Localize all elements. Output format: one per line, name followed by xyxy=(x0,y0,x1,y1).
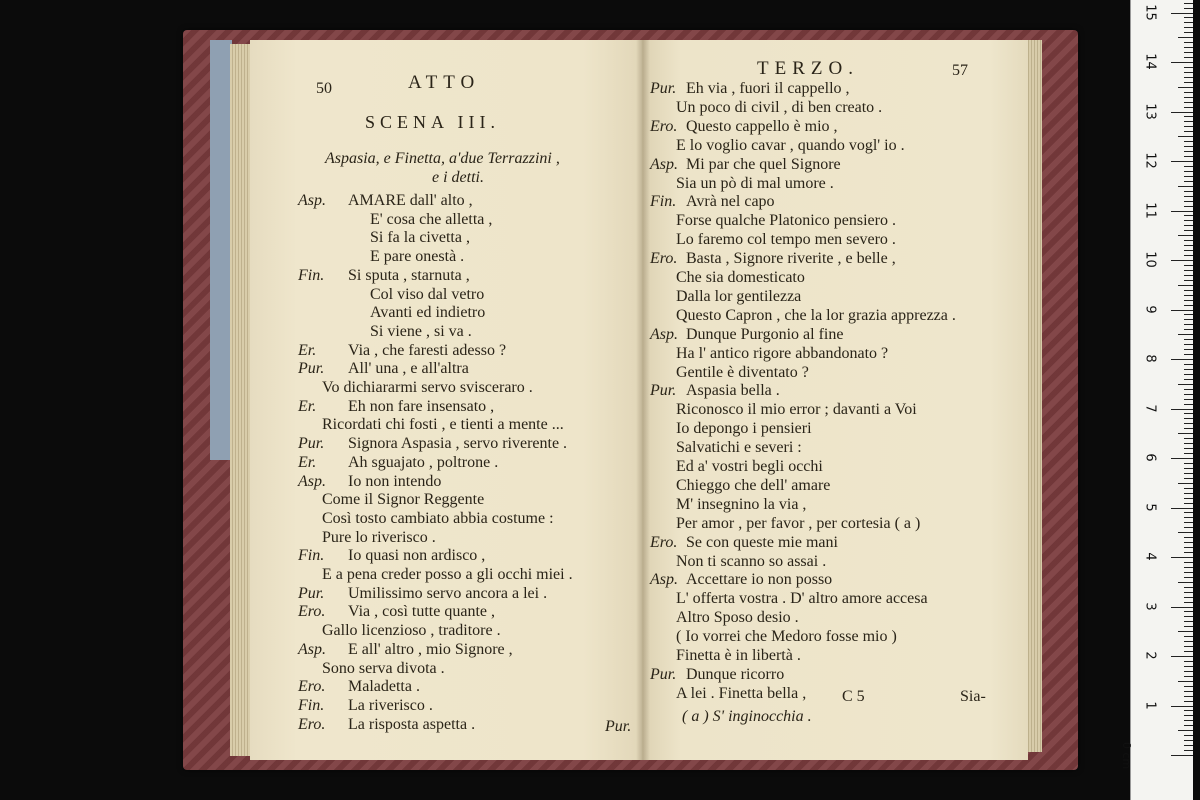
verse-line: L' offerta vostra . D' altro amore accesa xyxy=(676,590,928,608)
right-running-header: TERZO. xyxy=(757,58,859,79)
verse-line: E all' altro , mio Signore , xyxy=(348,640,513,658)
ruler-tick xyxy=(1171,112,1193,113)
verse-line: Signora Aspasia , servo riverente . xyxy=(348,435,568,453)
verse-line: Vo dichiararmi servo svisceraro . xyxy=(322,379,533,396)
verse-line: Questo cappello è mio , xyxy=(686,117,838,135)
ruler-tick xyxy=(1184,131,1193,132)
ruler-tick xyxy=(1184,686,1193,687)
speaker-label: Asp. xyxy=(650,325,678,343)
ruler-tick xyxy=(1184,413,1193,414)
speaker-label: Asp. xyxy=(298,192,326,209)
verse-line: Eh non fare insensato , xyxy=(348,397,495,415)
ruler-tick xyxy=(1184,611,1193,612)
ruler-label: 11 xyxy=(1142,201,1158,219)
verse-line: ( Io vorrei che Medoro fosse mio ) xyxy=(676,628,897,646)
ruler-tick xyxy=(1178,631,1193,632)
ruler-label: 3 xyxy=(1142,601,1158,611)
verse-line: Dunque ricorro xyxy=(686,665,785,683)
ruler-tick xyxy=(1184,428,1193,429)
verse-line: Basta , Signore riverite , e belle , xyxy=(686,250,896,268)
ruler-tick xyxy=(1184,661,1193,662)
ruler-tick xyxy=(1171,409,1193,410)
ruler-tick xyxy=(1184,52,1193,53)
ruler-tick xyxy=(1184,220,1193,221)
verse-line: Questo Capron , che la lor grazia apprezza . xyxy=(676,306,956,324)
footnote: ( a ) S' inginocchia . xyxy=(682,708,812,725)
verse-line: Via , che faresti adesso ? xyxy=(348,341,507,359)
speaker-label: Asp. xyxy=(298,472,326,490)
ruler-tick xyxy=(1184,473,1193,474)
ruler-tick xyxy=(1184,206,1193,207)
ruler-tick xyxy=(1184,701,1193,702)
verse-line: Un poco di civil , di ben creato . xyxy=(676,98,883,116)
speaker-label: Er. xyxy=(298,341,317,359)
ruler-tick xyxy=(1184,364,1193,365)
ruler-tick xyxy=(1184,478,1193,479)
verse-line: Si viene , si va . xyxy=(370,322,472,340)
ruler-label: 6 xyxy=(1142,453,1158,462)
ruler-tick xyxy=(1184,240,1193,241)
verse-line: Col viso dal vetro xyxy=(370,285,485,303)
ruler-tick xyxy=(1178,334,1193,335)
ruler-tick xyxy=(1178,532,1193,533)
speaker-label: Fin. xyxy=(298,547,325,565)
ruler-tick xyxy=(1184,621,1193,622)
ruler-label: 1 xyxy=(1142,700,1158,710)
ruler-tick xyxy=(1184,245,1193,246)
ruler-tick xyxy=(1184,166,1193,167)
ruler-tick xyxy=(1178,37,1193,38)
ruler-tick xyxy=(1184,3,1193,4)
verse-line: M' insegnino la via , xyxy=(676,495,807,513)
speaker-label: Er. xyxy=(298,453,317,471)
verse-line: E pare onestà . xyxy=(370,248,465,266)
ruler-tick xyxy=(1184,725,1193,726)
ruler-tick xyxy=(1184,636,1193,637)
ruler-tick xyxy=(1184,696,1193,697)
speaker-label: Pur. xyxy=(650,382,677,400)
ruler-tick xyxy=(1184,626,1193,627)
verse-line: AMARE dall' alto , xyxy=(348,192,473,209)
ruler-tick xyxy=(1184,488,1193,489)
verse-line: All' una , e all'altra xyxy=(348,360,469,378)
ruler-unit: 0 cm xyxy=(1120,742,1133,770)
ruler-tick xyxy=(1184,319,1193,320)
ruler-tick xyxy=(1184,324,1193,325)
right-catchword: Sia- xyxy=(960,688,986,705)
ruler-tick xyxy=(1184,537,1193,538)
speaker-label: Fin. xyxy=(650,193,677,211)
ruler-tick xyxy=(1184,250,1193,251)
left-page-stack xyxy=(230,44,250,756)
ruler-tick xyxy=(1178,384,1193,385)
ruler-tick xyxy=(1184,498,1193,499)
verse-line: Gentile è diventato ? xyxy=(676,363,809,381)
verse-line: Avrà nel capo xyxy=(686,193,775,211)
verse-line: Salvatichi e severi : xyxy=(676,439,802,457)
verse-line: Non ti scanno so assai . xyxy=(676,552,827,570)
ruler-tick xyxy=(1171,557,1193,558)
verse-line: Io depongo i pensieri xyxy=(676,420,812,438)
ruler-tick xyxy=(1184,156,1193,157)
ruler-tick xyxy=(1184,215,1193,216)
ruler-label: 9 xyxy=(1142,304,1158,314)
verse-line: Sono serva divota . xyxy=(322,659,445,677)
ruler-tick xyxy=(1184,354,1193,355)
ruler-tick xyxy=(1184,344,1193,345)
ruler-tick xyxy=(1184,394,1193,395)
verse-line: Ah sguajato , poltrone . xyxy=(348,453,499,471)
ruler-tick xyxy=(1178,235,1193,236)
ruler-tick xyxy=(1184,443,1193,444)
ruler-tick xyxy=(1184,225,1193,226)
ruler-tick xyxy=(1184,676,1193,677)
verse-line: E lo voglio cavar , quando vogl' io . xyxy=(676,136,905,154)
ruler-tick xyxy=(1184,512,1193,513)
ruler-tick xyxy=(1178,136,1193,137)
speaker-label: Er. xyxy=(298,397,317,415)
ruler-tick xyxy=(1184,369,1193,370)
ruler-tick xyxy=(1171,508,1193,509)
ruler-tick xyxy=(1184,651,1193,652)
speaker-label: Fin. xyxy=(298,696,325,714)
ruler-tick xyxy=(1178,433,1193,434)
ruler-tick xyxy=(1171,13,1193,14)
ruler-tick xyxy=(1184,745,1193,746)
ruler-tick xyxy=(1184,567,1193,568)
ruler-tick xyxy=(1184,116,1193,117)
speaker-label: Pur. xyxy=(298,360,325,378)
ruler-label: 14 xyxy=(1142,53,1158,70)
verse-line: Che sia domesticato xyxy=(676,269,805,286)
ruler-label: 12 xyxy=(1142,152,1158,169)
ruler-tick xyxy=(1184,82,1193,83)
ruler-label: 8 xyxy=(1142,354,1158,363)
speaker-label: Asp. xyxy=(298,640,326,658)
ruler-label: 5 xyxy=(1142,502,1158,512)
right-page-stack xyxy=(1026,40,1042,752)
ruler-tick xyxy=(1184,22,1193,23)
book-gutter xyxy=(636,40,650,760)
verse-line: La riverisco . xyxy=(348,696,433,714)
ruler-tick xyxy=(1171,656,1193,657)
speaker-label: Pur. xyxy=(298,435,325,453)
ruler-label: 13 xyxy=(1142,102,1158,120)
ruler-tick xyxy=(1184,146,1193,147)
ruler-label: 4 xyxy=(1142,552,1158,561)
ruler-tick xyxy=(1184,275,1193,276)
verse-line: Accettare io non posso xyxy=(686,571,833,589)
ruler-tick xyxy=(1184,448,1193,449)
ruler-tick xyxy=(1184,141,1193,142)
measuring-ruler xyxy=(1120,0,1193,800)
ruler-tick xyxy=(1178,483,1193,484)
ruler-tick xyxy=(1178,186,1193,187)
ruler-tick xyxy=(1184,201,1193,202)
ruler-tick xyxy=(1184,102,1193,103)
ruler-tick xyxy=(1184,314,1193,315)
verse-line: Dalla lor gentilezza xyxy=(676,287,802,305)
verse-line: Dunque Purgonio al fine xyxy=(686,325,844,343)
ruler-tick xyxy=(1184,438,1193,439)
ruler-tick xyxy=(1184,671,1193,672)
right-page-number: 57 xyxy=(952,62,968,79)
verse-line: Avanti ed indietro xyxy=(370,304,486,322)
verse-line: Se con queste mie mani xyxy=(686,533,838,551)
verse-line: E' cosa che alletta , xyxy=(370,210,493,228)
ruler-tick xyxy=(1184,230,1193,231)
ruler-tick xyxy=(1184,691,1193,692)
left-page-number: 50 xyxy=(316,80,332,97)
ruler-tick xyxy=(1171,607,1193,608)
speaker-label: Pur. xyxy=(650,80,677,97)
ruler-tick xyxy=(1184,423,1193,424)
ruler-tick xyxy=(1184,404,1193,405)
speaker-label: Pur. xyxy=(650,665,677,683)
ruler-tick xyxy=(1184,592,1193,593)
ruler-label: 2 xyxy=(1142,651,1158,660)
verse-line: Umilissimo servo ancora a lei . xyxy=(348,584,548,602)
ruler-tick xyxy=(1184,27,1193,28)
ruler-tick xyxy=(1184,349,1193,350)
ruler-tick xyxy=(1184,517,1193,518)
verse-line: Come il Signor Reggente xyxy=(322,491,485,509)
ruler-tick xyxy=(1184,280,1193,281)
ruler-tick xyxy=(1171,260,1193,261)
ruler-tick xyxy=(1184,151,1193,152)
ruler-tick xyxy=(1184,562,1193,563)
ruler-tick xyxy=(1184,552,1193,553)
ruler-tick xyxy=(1184,379,1193,380)
speaker-label: Pur. xyxy=(298,584,325,602)
left-page xyxy=(250,40,642,760)
ruler-tick xyxy=(1184,72,1193,73)
ruler-tick xyxy=(1184,720,1193,721)
ruler-tick xyxy=(1178,681,1193,682)
ruler-tick xyxy=(1184,92,1193,93)
ruler-tick xyxy=(1184,270,1193,271)
ruler-tick xyxy=(1184,176,1193,177)
ruler-tick xyxy=(1171,161,1193,162)
ruler-tick xyxy=(1184,329,1193,330)
right-page xyxy=(642,40,1028,760)
ruler-tick xyxy=(1184,305,1193,306)
left-catchword: Pur. xyxy=(605,718,632,735)
ruler-tick xyxy=(1184,418,1193,419)
ruler-tick xyxy=(1184,750,1193,751)
ruler-tick xyxy=(1184,389,1193,390)
speaker-label: Ero. xyxy=(650,250,678,268)
ruler-tick xyxy=(1184,97,1193,98)
verse-line: Pure lo riverisco . xyxy=(322,528,436,546)
stage-direction: Aspasia, e Finetta, a'due Terrazzini , xyxy=(325,150,560,167)
scene-title: SCENA III. xyxy=(365,112,500,132)
verse-line: A lei . Finetta bella , xyxy=(676,684,807,702)
ruler-tick xyxy=(1184,616,1193,617)
speaker-label: Ero. xyxy=(298,603,326,621)
ruler-tick xyxy=(1184,399,1193,400)
verse-line: Mi par che quel Signore xyxy=(686,155,841,173)
ruler-tick xyxy=(1184,8,1193,9)
ruler-tick xyxy=(1184,715,1193,716)
ruler-tick xyxy=(1184,527,1193,528)
ruler-tick xyxy=(1184,597,1193,598)
ruler-tick xyxy=(1184,265,1193,266)
ruler-tick xyxy=(1171,706,1193,707)
ruler-tick xyxy=(1184,255,1193,256)
ruler-tick xyxy=(1184,181,1193,182)
speaker-label: Ero. xyxy=(298,678,326,696)
ruler-tick xyxy=(1178,582,1193,583)
ruler-tick xyxy=(1178,285,1193,286)
ruler-tick xyxy=(1178,730,1193,731)
ruler-tick xyxy=(1171,310,1193,311)
ruler-tick xyxy=(1184,710,1193,711)
verse-line: La risposta aspetta . xyxy=(348,715,476,733)
ruler-tick xyxy=(1171,458,1193,459)
ruler-tick xyxy=(1184,191,1193,192)
ruler-label: 15 xyxy=(1142,3,1158,21)
ruler-tick xyxy=(1184,602,1193,603)
verse-line: Per amor , per favor , per cortesia ( a ) xyxy=(676,514,921,532)
ruler-tick xyxy=(1178,87,1193,88)
verse-line: Finetta è in libertà . xyxy=(676,647,801,664)
verse-line: Riconosco il mio error ; davanti a Voi xyxy=(676,401,917,419)
ruler-tick xyxy=(1171,62,1193,63)
ruler-tick xyxy=(1184,740,1193,741)
ruler-tick xyxy=(1184,463,1193,464)
ruler-tick xyxy=(1184,587,1193,588)
speaker-label: Ero. xyxy=(650,533,678,551)
ruler-tick xyxy=(1184,503,1193,504)
verse-line: Io quasi non ardisco , xyxy=(348,547,486,565)
ruler-tick xyxy=(1184,67,1193,68)
speaker-label: Ero. xyxy=(650,117,678,135)
verse-line: Ed a' vostri begli occhi xyxy=(676,458,823,475)
verse-line: Si fa la civetta , xyxy=(370,229,470,247)
ruler-tick xyxy=(1184,17,1193,18)
ruler-tick xyxy=(1184,77,1193,78)
verse-line: Gallo licenzioso , traditore . xyxy=(322,622,501,640)
speaker-label: Ero. xyxy=(298,715,326,733)
ruler-tick xyxy=(1184,121,1193,122)
verse-line: Chieggo che dell' amare xyxy=(676,476,831,494)
ruler-tick xyxy=(1184,547,1193,548)
ruler-tick xyxy=(1184,666,1193,667)
ruler-tick xyxy=(1184,300,1193,301)
left-running-header: ATTO xyxy=(408,72,481,93)
ruler-tick xyxy=(1171,755,1193,756)
ruler-tick xyxy=(1184,47,1193,48)
ruler-tick xyxy=(1184,171,1193,172)
ruler-tick xyxy=(1184,735,1193,736)
ruler-tick xyxy=(1184,57,1193,58)
verse-line: Sia un pò di mal umore . xyxy=(676,174,834,192)
verse-line: Si sputa , starnuta , xyxy=(348,266,470,284)
verse-line: Forse qualche Platonico pensiero . xyxy=(676,212,896,230)
ruler-tick xyxy=(1184,646,1193,647)
ruler-tick xyxy=(1184,107,1193,108)
ruler-tick xyxy=(1184,572,1193,573)
verse-line: Ricordati chi fosti , e tienti a mente ... xyxy=(322,416,564,434)
verse-line: Aspasia bella . xyxy=(686,382,780,400)
verse-line: Eh via , fuori il cappello , xyxy=(686,80,850,97)
ruler-tick xyxy=(1184,295,1193,296)
ruler-tick xyxy=(1184,468,1193,469)
ruler-tick xyxy=(1184,542,1193,543)
ruler-tick xyxy=(1171,359,1193,360)
ruler-tick xyxy=(1184,493,1193,494)
verse-line: Altro Sposo desio . xyxy=(676,609,799,627)
speaker-label: Asp. xyxy=(650,155,678,173)
verse-line: E a pena creder posso a gli occhi miei . xyxy=(322,566,573,583)
verse-line: Così tosto cambiato abbia costume : xyxy=(322,509,554,527)
ruler-tick xyxy=(1184,290,1193,291)
ruler-tick xyxy=(1184,126,1193,127)
ruler-tick xyxy=(1184,32,1193,33)
ruler-tick xyxy=(1184,453,1193,454)
verse-line: Io non intendo xyxy=(348,472,442,490)
speaker-label: Asp. xyxy=(650,571,678,589)
verse-line: Ha l' antico rigore abbandonato ? xyxy=(676,344,889,362)
speaker-label: Fin. xyxy=(298,266,325,284)
signature-mark: C 5 xyxy=(842,688,865,705)
ruler-tick xyxy=(1184,577,1193,578)
ruler-tick xyxy=(1184,641,1193,642)
ruler-tick xyxy=(1184,522,1193,523)
ruler-tick xyxy=(1184,42,1193,43)
endpaper-edge xyxy=(210,40,232,460)
ruler-tick xyxy=(1171,211,1193,212)
verse-line: Via , così tutte quante , xyxy=(348,603,495,621)
ruler-tick xyxy=(1184,339,1193,340)
ruler-label: 7 xyxy=(1142,403,1158,413)
ruler-label: 10 xyxy=(1142,251,1158,268)
ruler-tick xyxy=(1184,196,1193,197)
verse-line: Lo faremo col tempo men severo . xyxy=(676,231,896,249)
ruler-tick xyxy=(1184,374,1193,375)
verse-line: Maladetta . xyxy=(348,678,420,696)
stage-direction: e i detti. xyxy=(432,169,484,186)
